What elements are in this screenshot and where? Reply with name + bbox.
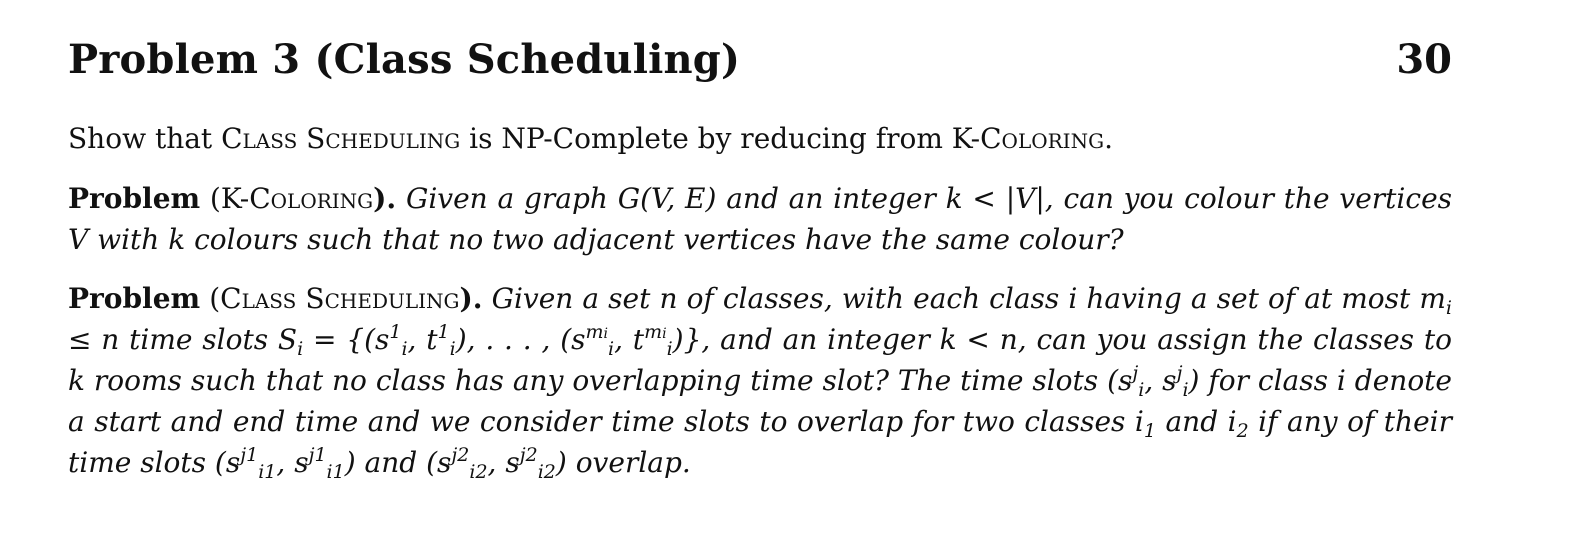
class-scheduling-term: Class Scheduling xyxy=(221,122,461,155)
class-scheduling-definition: Problem (Class Scheduling). Given a set n of classes, with each class i having a set of at most $m_i \le n$ time slots $S_i = \{(s^1_i$, $t^1_i$), . . . , ($s^{mi}_i$, $t^{mi}_i$)}, and an integer k < n, can you assign the classes to k rooms such that no class has any overlapping time slot? The time slots ($s^j_i$, $s^j_i$) for class i denote a start and end time and we consider time slots to overlap for two classes $i_1$ and $i_2$ if any of their time slots ($s^{j1}_{i1}$, $s^{j1}_{i1}$) and ($s^{j2}_{i2}$, $s^{j2}_{i2}$) overlap. xyxy=(68,282,1452,483)
problem-points: 30 xyxy=(1396,36,1452,83)
problem-statement: Given a set n of classes, with each class i having a set of at most $m_i \le n$ time slots $S_i = \{(s^1_i$, $t^1_i$), . . . , ($s^{mi}_i$, $t^{mi}_i$)}, and an integer k < n, can you assign the classes to k rooms such that no class has any overlapping time slot? The time slots ($s^j_i$, $s^j_i$) for class i denote a start and end time and we consider time slots to overlap for two classes $i_1$ and $i_2$ if any of their time slots ($s^{j1}_{i1}$, $s^{j1}_{i1}$) and ($s^{j2}_{i2}$, $s^{j2}_{i2}$) overlap. xyxy=(68,282,1452,483)
problem-name: K-Coloring xyxy=(220,182,374,215)
k-coloring-definition: Problem (K-Coloring). Given a graph G(V, E) and an integer k < |V|, can you colour the vertices V with k colours such that no two adjacent vertices have the same colour? xyxy=(68,182,1453,256)
intro-paragraph: Show that Class Scheduling is NP-Complete by reducing from K-Coloring. xyxy=(68,122,1113,155)
problem-name: Class Scheduling xyxy=(220,282,460,315)
problem-label: Problem xyxy=(68,282,201,315)
problem-label: Problem xyxy=(68,182,201,215)
problem-statement: Given a graph G(V, E) and an integer k < |V|, can you colour the vertices V with k colours such that no two adjacent vertices have the same colour? xyxy=(68,182,1453,256)
k-coloring-term: K-Coloring xyxy=(951,122,1105,155)
problem-title: Problem 3 (Class Scheduling) xyxy=(68,36,741,83)
problem-header xyxy=(68,36,1452,96)
